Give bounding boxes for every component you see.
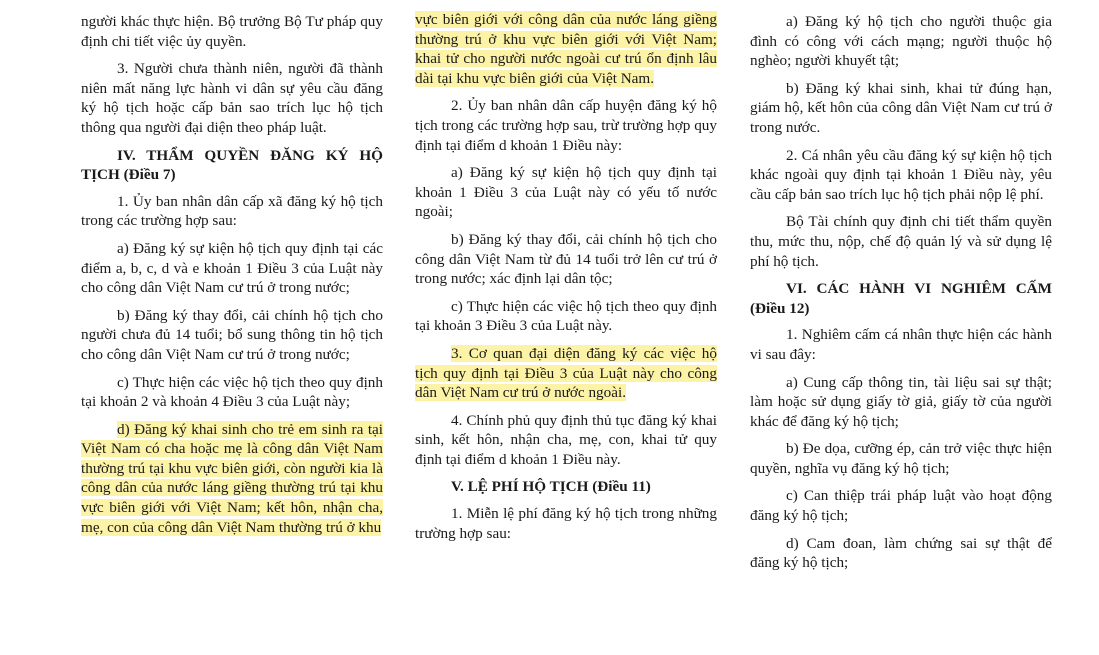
paragraph — [415, 297, 717, 336]
paragraph — [750, 534, 1052, 573]
paragraph-text: d) Cam đoan, làm chứng sai sự thật để đăng ký hộ tịch; — [750, 534, 1052, 572]
paragraph — [415, 344, 717, 403]
paragraph — [415, 230, 717, 289]
paragraph — [81, 373, 383, 412]
paragraph — [750, 146, 1052, 205]
paragraph — [415, 96, 717, 155]
paragraph — [750, 486, 1052, 525]
section-heading — [750, 279, 1052, 318]
paragraph — [81, 192, 383, 231]
paragraph-text: 4. Chính phủ quy định thủ tục đăng ký khai sinh, kết hôn, nhận cha, mẹ, con, khai tử quy định tại điểm d khoản 1 Điều này. — [415, 411, 717, 468]
paragraph-text: b) Đăng ký khai sinh, khai tử đúng hạn, giám hộ, kết hôn của công dân Việt Nam cư trú ở trong nước. — [750, 79, 1052, 136]
paragraph-text: d) Đăng ký khai sinh cho trẻ em sinh ra tại Việt Nam có cha hoặc mẹ là công dân Việt Nam thường trú tại khu vực biên giới, còn người kia là công dân của nước láng giềng thường trú tại khu vực biên giới với Việt Nam; kết hôn, nhận cha, mẹ, con của công dân Việt Nam thường trú ở khu — [81, 420, 383, 536]
paragraph — [81, 420, 383, 538]
paragraph — [750, 439, 1052, 478]
paragraph-text: a) Cung cấp thông tin, tài liệu sai sự thật; làm hoặc sử dụng giấy tờ giả, giấy tờ của người khác để đăng ký hộ tịch; — [750, 373, 1052, 430]
paragraph — [415, 10, 717, 88]
paragraph — [750, 373, 1052, 432]
paragraph-text: a) Đăng ký sự kiện hộ tịch quy định tại khoản 1 Điều 3 của Luật này có yếu tố nước ngoài; — [415, 164, 717, 221]
paragraph-text: 3. Cơ quan đại diện đăng ký các việc hộ tịch quy định tại Điều 3 của Luật này cho công dân Việt Nam cư trú ở nước ngoài. — [415, 344, 717, 402]
section-heading — [415, 477, 717, 497]
paragraph — [415, 163, 717, 222]
paragraph-text: người khác thực hiện. Bộ trưởng Bộ Tư pháp quy định chi tiết việc ủy quyền. — [81, 13, 383, 50]
paragraph-text: 2. Ủy ban nhân dân cấp huyện đăng ký hộ tịch trong các trường hợp sau, trừ trường hợp quy định tại điểm d khoản 1 Điều này: — [415, 97, 717, 154]
paragraph — [81, 306, 383, 365]
paragraph-text: c) Can thiệp trái pháp luật vào hoạt động đăng ký hộ tịch; — [750, 487, 1052, 525]
column-1 — [81, 12, 383, 545]
paragraph — [81, 239, 383, 298]
paragraph-text: Bộ Tài chính quy định chi tiết thẩm quyền thu, mức thu, nộp, chế độ quản lý và sử dụng lệ phí hộ tịch. — [750, 213, 1052, 270]
paragraph-text: a) Đăng ký hộ tịch cho người thuộc gia đình có công với cách mạng; người thuộc hộ nghèo; người khuyết tật; — [750, 13, 1052, 70]
paragraph — [750, 79, 1052, 138]
section-heading — [81, 146, 383, 185]
paragraph — [415, 411, 717, 470]
paragraph-text: a) Đăng ký sự kiện hộ tịch quy định tại các điểm a, b, c, d và e khoản 1 Điều 3 của Luật này cho công dân Việt Nam cư trú ở trong nước; — [81, 239, 383, 297]
paragraph — [750, 325, 1052, 364]
paragraph — [81, 59, 383, 137]
paragraph — [750, 212, 1052, 271]
section-heading-text: IV. THẨM QUYỀN ĐĂNG KÝ HỘ TỊCH (Điều 7) — [81, 146, 383, 184]
paragraph-text: c) Thực hiện các việc hộ tịch theo quy định tại khoản 3 Điều 3 của Luật này. — [415, 297, 717, 335]
paragraph-text: b) Đăng ký thay đổi, cải chính hộ tịch cho người chưa đủ 14 tuổi; bổ sung thông tin hộ tịch cho công dân Việt Nam cư trú ở trong nước; — [81, 306, 383, 363]
paragraph-text: 2. Cá nhân yêu cầu đăng ký sự kiện hộ tịch khác ngoài quy định tại khoản 1 Điều này, yêu cầu cấp bản sao trích lục hộ tịch phải nộp lệ phí. — [750, 146, 1052, 203]
paragraph-text: vực biên giới với công dân của nước láng giềng thường trú ở khu vực biên giới với Việt Nam; khai tử cho người nước ngoài cư trú ổn định lâu dài tại khu vực biên giới của Việt Nam. — [415, 11, 717, 87]
paragraph-text: 1. Ủy ban nhân dân cấp xã đăng ký hộ tịch trong các trường hợp sau: — [81, 192, 383, 230]
paragraph — [750, 12, 1052, 71]
column-2 — [415, 10, 717, 551]
section-heading-text: V. LỆ PHÍ HỘ TỊCH (Điều 11) — [451, 478, 651, 496]
paragraph-text: b) Đe dọa, cưỡng ép, cản trở việc thực hiện quyền, nghĩa vụ đăng ký hộ tịch; — [750, 440, 1052, 477]
paragraph-text: 1. Nghiêm cấm cá nhân thực hiện các hành vi sau đây: — [750, 326, 1052, 363]
section-heading-text: VI. CÁC HÀNH VI NGHIÊM CẤM (Điều 12) — [750, 280, 1052, 317]
paragraph-text: 1. Miễn lệ phí đăng ký hộ tịch trong những trường hợp sau: — [415, 505, 717, 542]
paragraph-text: c) Thực hiện các việc hộ tịch theo quy định tại khoản 2 và khoản 4 Điều 3 của Luật này; — [81, 373, 383, 411]
column-3 — [750, 12, 1052, 581]
paragraph — [415, 504, 717, 543]
paragraph-text: b) Đăng ký thay đổi, cải chính hộ tịch cho công dân Việt Nam từ đủ 14 tuổi trở lên cư trú ở trong nước; xác định lại dân tộc; — [415, 230, 717, 288]
paragraph-text: 3. Người chưa thành niên, người đã thành niên mất năng lực hành vi dân sự yêu cầu đăng ký hộ tịch hoặc cấp bản sao trích lục hộ tịch thông qua người đại diện theo pháp luật. — [81, 60, 383, 136]
paragraph — [81, 12, 383, 51]
